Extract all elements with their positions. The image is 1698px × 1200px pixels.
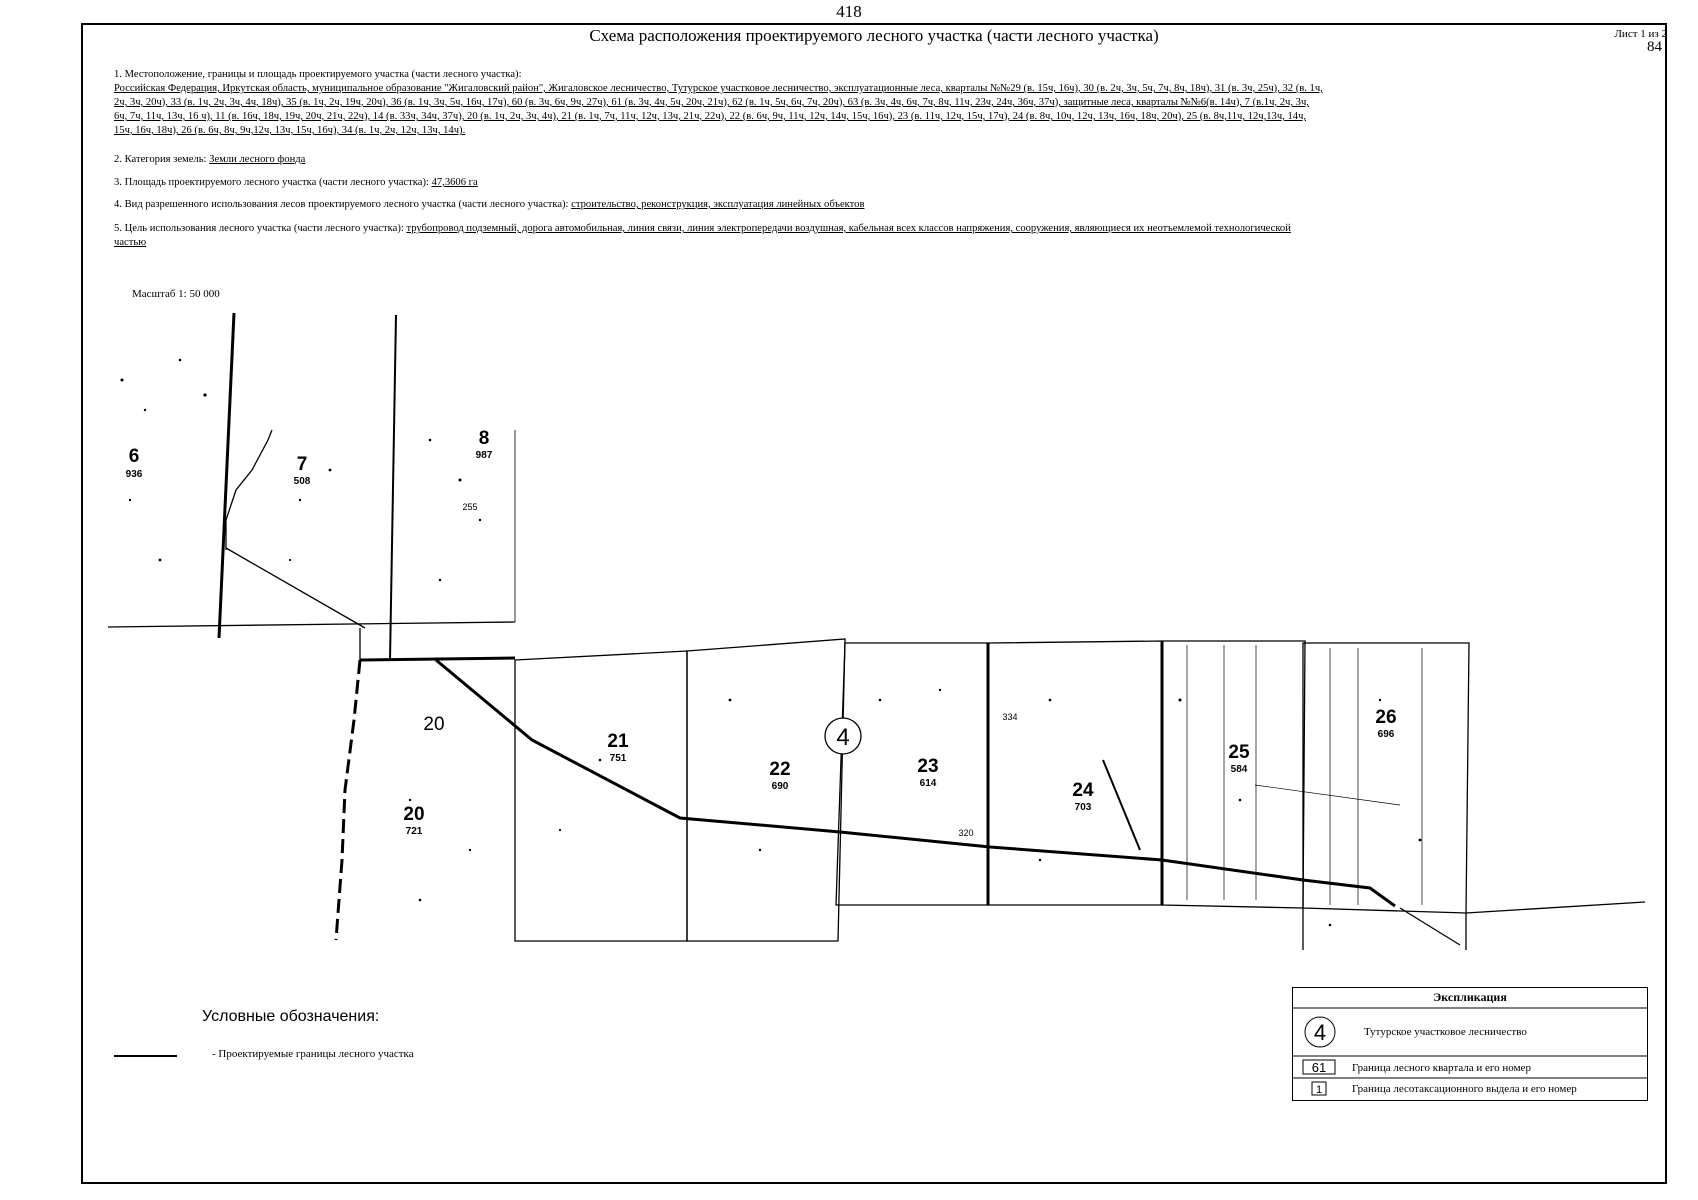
quarter-area: 696 [1377,729,1395,740]
quarter-number: 20 [423,714,445,735]
purpose-label: 5. Цель использования лесного участка (части лесного участка): [114,223,404,234]
explication-title: Экспликация [1433,990,1507,1004]
legend-title: Условные обозначения: [202,1008,380,1025]
quarter-area: 987 [475,450,493,461]
boundary-line [390,315,396,660]
boundary-line [1103,760,1140,850]
permitted-use-label: 4. Вид разрешенного использования лесов проектируемого лесного участка (части лесного участка): [114,199,569,210]
quarter-labels [126,428,1397,837]
quarter-area: 690 [771,781,789,792]
permitted-use-value: строительство, реконструкция, эксплуатация линейных объектов [571,199,865,210]
area-value: 47,3606 га [431,177,478,188]
quarter-number: 20 [403,804,425,825]
location-line: Российская Федерация, Иркутская область, муниципальное образование "Жигаловский район", Жигаловское лесничество, Тутурское участковое лесничество, эксплуатационные леса, кварталы №№29 (в. 15ч, 16ч), 30 (в. 2ч, 3ч, 5ч, 7ч, 8ч, 18ч), 31 (в. 3ч, 25ч), 32 (в. 1ч, [114,83,1323,94]
location-label: 1. Местоположение, границы и площадь проектируемого участка (части лесного участка): [114,69,522,80]
quarter-number: 26 [1375,707,1397,728]
quarter-number: 8 [478,428,490,449]
map-texture-dots [121,359,1422,927]
boundary-line [108,622,515,627]
quarter-area: 936 [125,469,143,480]
quarter-boundaries [108,313,1645,950]
compartment-label: 320 [958,828,974,838]
quarter-22-boundary [687,639,845,941]
boundary-line [226,548,365,628]
quarter-area: 508 [293,476,311,487]
quarter-number: 23 [917,756,939,777]
boundary-line [219,313,234,638]
compartment-label: 334 [1002,712,1018,722]
quarter-number: 22 [769,759,791,780]
quarter-24-boundary [988,641,1162,905]
quarter-symbol-number: 61 [1311,1060,1327,1075]
sheet-label: Лист 1 из 2 [1614,28,1667,40]
land-category-value: Земли лесного фонда [209,154,306,165]
quarter-area: 721 [405,826,423,837]
explication-row-text: Граница лесного квартала и его номер [1352,1062,1531,1074]
page-number: 418 [836,2,862,21]
quarter-area: 584 [1230,764,1248,775]
legend-line-label: - Проектируемые границы лесного участка [212,1048,414,1060]
district-symbol-number: 4 [1313,1020,1327,1045]
quarter-number: 21 [607,731,629,752]
quarter-area: 703 [1074,802,1092,813]
quarter-21-boundary [515,651,687,941]
compartment-label: 255 [462,502,478,512]
quarter-number: 25 [1228,742,1250,763]
purpose-value: трубопровод подземный, дорога автомобильная, линия связи, линия электропередачи воздушная, кабельная всех классов напряжения, сооружения, являющиеся их неотъемлемой технологической [406,223,1291,234]
quarter-23-boundary [836,643,988,905]
area-label: 3. Площадь проектируемого лесного участка (части лесного участка): [114,177,429,188]
quarter-number: 24 [1072,780,1094,801]
land-category-label: 2. Категория земель: [114,154,207,165]
location-line: 6ч, 7ч, 11ч, 13ч, 16 ч), 11 (в. 16ч, 18ч, 19ч, 20ч, 21ч, 22ч), 14 (в. 33ч, 34ч, 37ч), 20 (в. 1ч, 2ч, 3ч, 4ч), 21 (в. 1ч, 7ч, 11ч, 12ч, 13ч, 21ч, 22ч), 22 (в. 6ч, 9ч, 11ч, 12ч, 14ч, 15ч, 16ч), 23 (в. 11ч, 12ч, 15ч, 17ч), 24 (в. 8ч, 10ч, 12ч, 13ч, 16ч, 18ч, 20ч), 25 (в. 8ч,11ч, 12ч,13ч, 14ч, [114,111,1307,122]
explication-row-text: Тутурское участковое лесничество [1364,1026,1527,1038]
document-title: Схема расположения проектируемого лесного участка (части лесного участка) [589,26,1159,45]
quarter-26-boundary [1303,643,1469,913]
boundary-line [1400,908,1460,945]
sheet-number: 84 [1647,39,1662,55]
quarter-number: 6 [128,446,140,467]
compartment-symbol-number: 1 [1315,1084,1323,1096]
boundary-line [226,430,272,550]
boundary-line [336,660,360,940]
district-number: 4 [836,724,850,751]
quarter-area: 614 [919,778,937,789]
quarter-area: 751 [609,753,627,764]
explication-row-text: Граница лесотаксационного выдела и его номер [1352,1083,1577,1095]
quarter-number: 7 [296,454,308,475]
legend-line-symbol [114,1055,177,1057]
purpose-value-continued: частью [114,237,147,248]
boundary-line [1466,902,1645,913]
location-line: 2ч, 3ч, 20ч), 33 (в. 1ч, 2ч, 3ч, 4ч, 18ч), 35 (в. 1ч, 2ч, 19ч, 20ч), 36 (в. 1ч, 3ч, 5ч, 16ч, 17ч), 60 (в. 3ч, 6ч, 9ч, 27ч), 61 (в. 3ч, 4ч, 5ч, 20ч, 21ч), 62 (в. 1ч, 5ч, 6ч, 7ч, 20ч), 63 (в. 3ч, 4ч, 6ч, 7ч, 8ч, 11ч, 23ч, 24ч, 36ч, 37ч), защитные леса, кварталы №№6(в. 14ч), 7 (в.1ч, 2ч, 3ч, [114,97,1309,108]
projected-plot-boundary [436,660,1395,906]
location-line: 15ч, 16ч, 18ч), 26 (в. 6ч, 8ч, 9ч,12ч, 13ч, 15ч, 16ч), 34 (в. 1ч, 2ч, 12ч, 13ч, 14ч). [114,125,466,136]
scale-label: Масштаб 1: 50 000 [132,288,220,300]
